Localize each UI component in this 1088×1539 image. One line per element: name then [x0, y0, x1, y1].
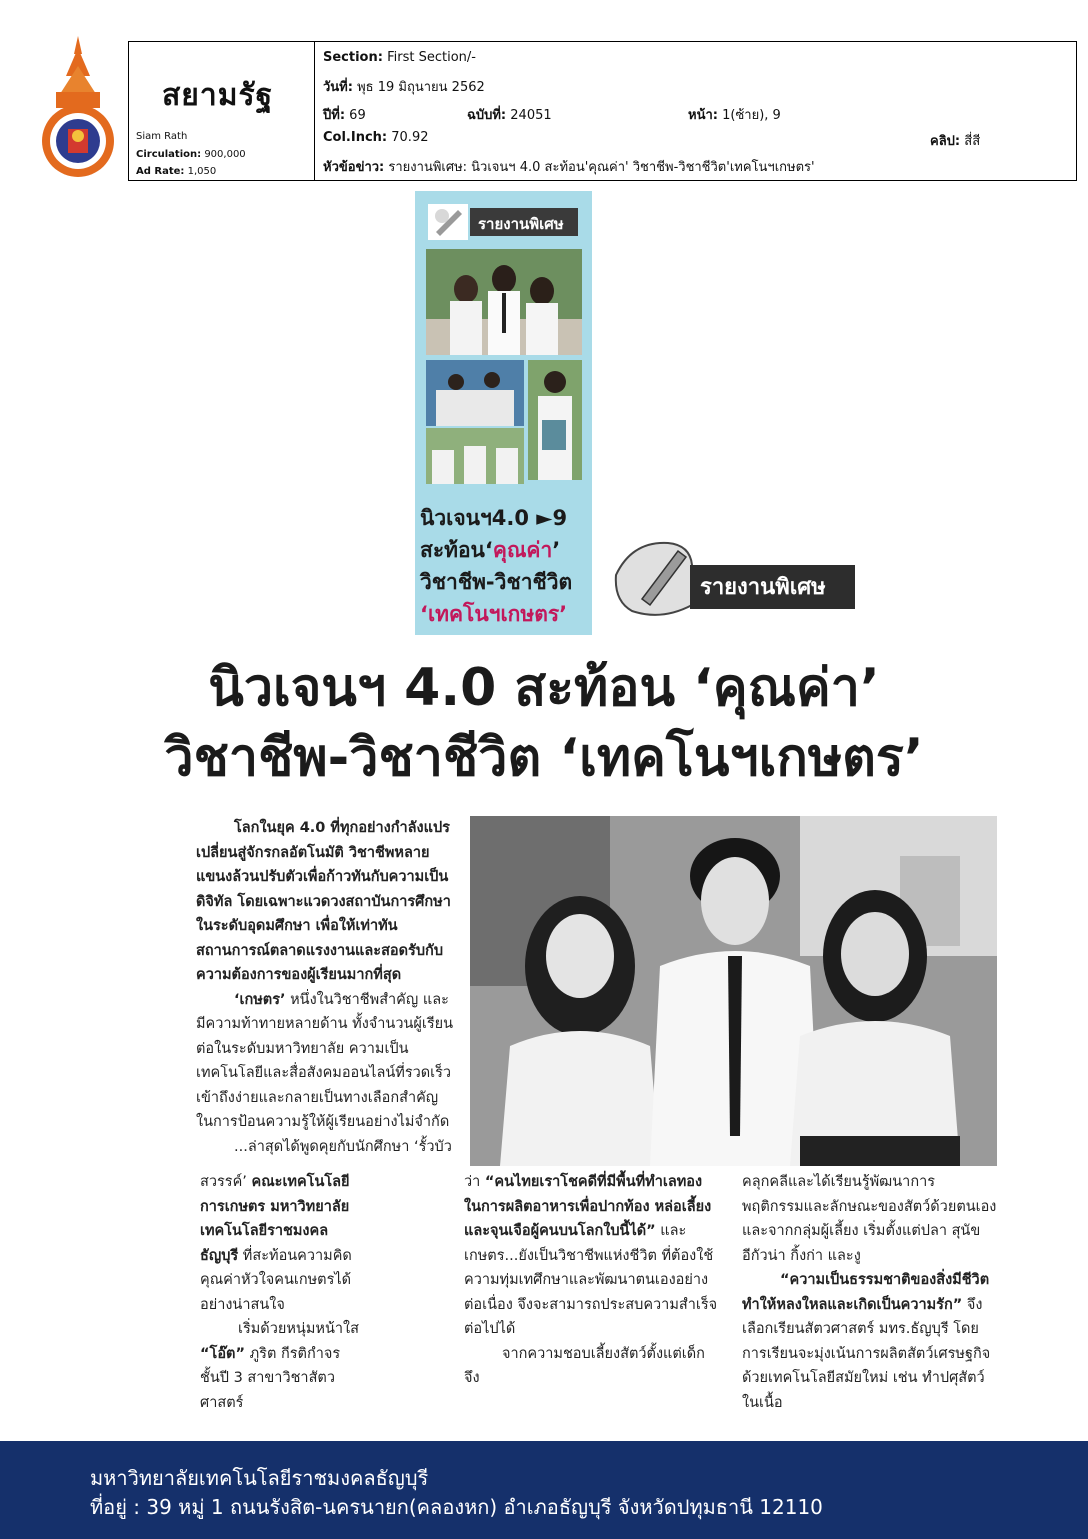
- col2-paragraph-2: จากความชอบเลี้ยงสัตว์ตั้งแต่เด็ก จึง: [464, 1345, 705, 1386]
- col1-paragraph-3: “โอ๊ต” ภูริต กีรติกำจร ชั้นปี 3 สาขาวิชาสัตวศาสตร์: [200, 1345, 341, 1411]
- col1-paragraph-2: เริ่มด้วยหนุ่มหน้าใส: [238, 1321, 359, 1337]
- issue-field: ฉบับที่: 24051: [467, 108, 552, 123]
- banner-headline: นิวเจนฯ4.0 ►9 สะท้อน‘คุณค่า’ วิชาชีพ-วิชาชีวิต ‘เทคโนฯเกษตร’: [420, 506, 573, 626]
- clip-field: คลิป: สี่สี: [930, 134, 981, 149]
- banner-tag-label: รายงานพิเศษ: [478, 215, 564, 233]
- ad-rate: Ad Rate: 1,050: [136, 166, 217, 177]
- section-field: Section: First Section/-: [323, 50, 476, 65]
- article-column-1: [200, 1170, 360, 1411]
- banner-photo-students: [426, 249, 582, 355]
- colinch-field: Col.Inch: 70.92: [323, 130, 429, 145]
- intro-paragraph: โลกในยุค 4.0 ที่ทุกอย่างกำลังแปรเปลี่ยนสู่จักรกลอัตโนมัติ วิชาชีพหลายแขนงล้วนปรับตัวเพื่อก้าวทันกับความเป็นดิจิทัล โดยเฉพาะแวดวงสถาบันการศึกษาในระดับอุดมศึกษา เพื่อให้เท่าทันสถานการณ์ตลาดแรงงานและสอดรับกับความต้องการของผู้เรียนมากที่สุด: [196, 820, 451, 983]
- date-field: วันที่: พุธ 19 มิถุนายน 2562: [323, 80, 485, 95]
- col3-paragraph-1: คลุกคลีและได้เรียนรู้พัฒนาการ พฤติกรรมและลักษณะของสัตว์ด้วยตนเองและจากกลุ่มผู้เลี้ยง เริ่มตั้งแต่ปลา สุนัข อีกัวน่า กิ้งก่า และงู: [742, 1174, 997, 1264]
- university-logo: [38, 36, 118, 176]
- paragraph-2: ‘เกษตร’ หนึ่งในวิชาชีพสำคัญ และมีความท้าทายหลายด้าน ทั้งจำนวนผู้เรียนต่อในระดับมหาวิทยาลัย ความเป็นเทคโนโลยีและสื่อสังคมออนไลน์ที่รวดเร็ว เข้าถึงง่ายและกลายเป็นทางเลือกสำคัญในการป้อนความรู้ให้ผู้เรียนอย่างไม่จำกัด: [196, 991, 454, 1130]
- newspaper-name-en: Siam Rath: [136, 131, 188, 142]
- article-intro-column: [196, 816, 454, 1168]
- circulation: Circulation: 900,000: [136, 149, 246, 160]
- paragraph-3: ...ล่าสุดได้พูดคุยกับนักศึกษา ‘รั้วบัว: [234, 1138, 452, 1155]
- footer-address: ที่อยู่ : 39 หมู่ 1 ถนนรังสิต-นครนายก(คลองหก) อำเภอธัญบุรี จังหวัดปทุมธานี 12110: [90, 1495, 823, 1519]
- headline-field: หัวข้อข่าว: รายงานพิเศษ: นิวเจนฯ 4.0 สะท้อน'คุณค่า' วิชาชีพ-วิชาชีวิต'เทคโนฯเกษตร': [323, 160, 815, 175]
- col3-paragraph-2: “ความเป็นธรรมชาติของสิ่งมีชีวิตทำให้หลงใหลและเกิดเป็นความรัก” จึงเลือกเรียนสัตวศาสตร์ มทร.ธัญบุรี โดยการเรียนจะมุ่งเน้นการผลิตสัตว์เศรษฐกิจด้วยเทคโนโลยีสมัยใหม่ เช่น ทำปศุสัตว์ในเนื้อ: [742, 1272, 991, 1411]
- page-field: หน้า: 1(ซ้าย), 9: [688, 108, 781, 123]
- year-field: ปีที่: 69: [323, 108, 366, 123]
- article-column-2: [464, 1170, 722, 1392]
- headline-line-2: วิชาชีพ-วิชาชีวิต ‘เทคโนฯเกษตร’: [164, 728, 924, 788]
- banner-photo-lab: [426, 360, 524, 426]
- special-report-label: รายงานพิเศษ: [700, 575, 826, 600]
- col1-paragraph-1: สวรรค์’ คณะเทคโนโลยีการเกษตร มหาวิทยาลัยเทคโนโลยีราชมงคลธัญบุรี ที่สะท้อนความคิดคุณค่าหัวใจคนเกษตรได้อย่างน่าสนใจ: [200, 1174, 352, 1313]
- banner-photo-student-book: [528, 360, 582, 480]
- article-column-3: [742, 1170, 1000, 1411]
- col2-paragraph-1: ว่า “คนไทยเราโชคดีที่มีพื้นที่ทำเลทอง ในการผลิตอาหารเพื่อปากท้อง หล่อเลี้ยงและจุนเจือผู้คนบนโลกใบนี้ได้” และเกษตร...ยังเป็นวิชาชีพแห่งชีวิต ที่ต้องใช้ความทุ่มเทศึกษาและพัฒนาตนเองอย่างต่อเนื่อง จึงจะสามารถประสบความสำเร็จต่อไปได้: [464, 1174, 718, 1337]
- headline-line-1: นิวเจนฯ 4.0 สะท้อน ‘คุณค่า’: [208, 658, 880, 718]
- footer-university-name: มหาวิทยาลัยเทคโนโลยีราชมงคลธัญบุรี: [90, 1466, 429, 1490]
- newspaper-name: สยามรัฐ: [162, 78, 274, 113]
- main-photo-students: [470, 816, 997, 1166]
- banner-photo-group: [426, 428, 524, 484]
